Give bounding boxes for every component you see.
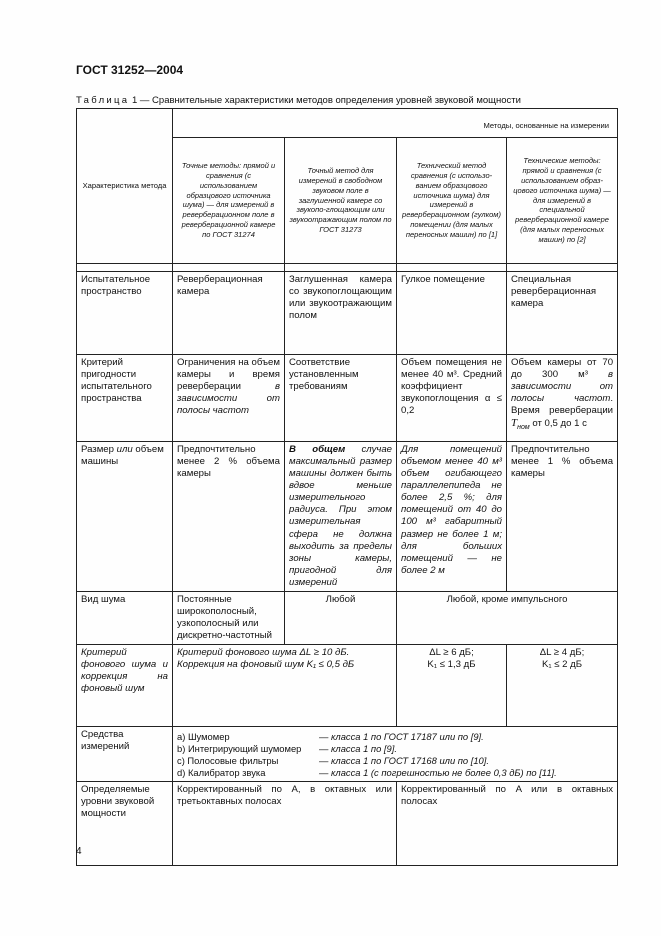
cell-noise-1: Постоянные широкополосный, узкополосный или дискретно-частотный — [173, 591, 285, 644]
cell-equipment — [173, 727, 618, 782]
cell-suitability-2: Соответствие установленным требованиям — [285, 355, 397, 442]
header-method-4: Технические методы: прямой и сравнения (с использованием образ-цового источника шума) — для измерений в специальной реверберационной камере (для малых переносных машин) по [2] — [507, 137, 618, 263]
row-equipment — [77, 727, 618, 782]
cell-suitability-1: Ограничения на объем камеры и время реверберации в зависимости от полосы частот — [173, 355, 285, 442]
row-suitability — [77, 355, 618, 442]
cell-suitability-3: Объем помещения не менее 40 м³. Средний коэффициент звукопоглощения α ≤ 0,2 — [397, 355, 507, 442]
header-characteristic: Характеристика метода — [77, 109, 173, 264]
table-header-row-1 — [77, 109, 618, 138]
label-equipment: Средства измерений — [77, 727, 173, 782]
cell-size-1: Предпочтительно менее 2 % объема камеры — [173, 442, 285, 592]
document-header: ГОСТ 31252—2004 — [76, 63, 184, 77]
cell-background-4: ΔL ≥ 4 дБ; K₁ ≤ 2 дБ — [507, 645, 618, 727]
header-method-3: Технический метод сравнения (с использо-ванием образцового источника шума) для измерений в реверберационном (гулком) помещении (для малых переносных машин) по [1] — [397, 137, 507, 263]
page-number: 4 — [76, 846, 82, 857]
equipment-item: b) Интегрирующий шумомер — класса 1 по [9]. — [177, 743, 397, 755]
header-spacer-row — [77, 264, 618, 272]
label-determined-levels: Определяемые уровни звуковой мощности — [77, 782, 173, 866]
header-method-1: Точные методы: прямой и сравнения (с использованием образцового источника шума) — для измерений в реверберационном поле в реверберационной камере по ГОСТ 31274 — [173, 137, 285, 263]
cell-size-4: Предпочтительно менее 1 % объема камеры — [507, 442, 618, 592]
label-suitability: Критерий пригодности испытательного пространства — [77, 355, 173, 442]
cell-levels-12: Корректированный по A, в октавных или третьоктавных полосах — [173, 782, 397, 866]
row-noise-type — [77, 591, 618, 644]
cell-space-1: Реверберационная камера — [173, 272, 285, 355]
cell-suitability-4: Объем камеры от 70 до 300 м³ в зависимости от полосы частот. Время реверберации $T_{ном}$ от 0,5 до 1 с — [507, 355, 618, 442]
caption-text: 1 — Сравнительные характеристики методов определения уровней звуковой мощности — [129, 95, 521, 106]
label-noise-type: Вид шума — [77, 591, 173, 644]
cell-background-12: Критерий фонового шума ΔL ≥ 10 дБ. Коррекция на фоновый шум K₁ ≤ 0,5 дБ — [173, 645, 397, 727]
header-method-2: Точный метод для измерений в свободном звуковом поле в заглушенной камере со звукопо-глощающим или звукоотражающим полом по ГОСТ 31273 — [285, 137, 397, 263]
row-background-noise — [77, 645, 618, 727]
caption-prefix: Таблица — [76, 95, 130, 106]
row-test-space — [77, 272, 618, 355]
cell-space-2: Заглушенная камера со звукопоглощающим или звукоотражающим полом — [285, 272, 397, 355]
label-test-space: Испытательное пространство — [77, 272, 173, 355]
cell-noise-34: Любой, кроме импульсного — [397, 591, 618, 644]
row-machine-size — [77, 442, 618, 592]
equipment-item: c) Полосовые фильтры — класса 1 по ГОСТ 17168 или по [10]. — [177, 754, 489, 766]
cell-levels-34: Корректированный по A или в октавных полосах — [397, 782, 618, 866]
equipment-item: a) Шумомер — класса 1 по ГОСТ 17187 или по [9]. — [177, 731, 484, 743]
row-determined-levels — [77, 782, 618, 866]
cell-space-3: Гулкое помещение — [397, 272, 507, 355]
equipment-item: d) Калибратор звука — класса 1 (с погрешностью не более 0,3 дБ) по [11]. — [177, 766, 557, 778]
cell-noise-2: Любой — [285, 591, 397, 644]
cell-size-2: В общем случае максимальный размер машины должен быть вдвое меньше измерительного радиуса. При этом измерительная сфера не должна выходить за пределы зоны камеры, пригодной для измерений — [285, 442, 397, 592]
cell-background-3: ΔL ≥ 6 дБ; K₁ ≤ 1,3 дБ — [397, 645, 507, 727]
cell-space-4: Специальная реверберационная камера — [507, 272, 618, 355]
equipment-list — [177, 731, 613, 778]
header-methods-group: Методы, основанные на измерении — [173, 109, 618, 138]
cell-size-3: Для помещений объемом менее 40 м³ объем огибающего параллелепипеда не более 2,5 %; для помещений от 40 до 100 м³ габаритный размер не более 1 м; для больших помещений — не более 2 м — [397, 442, 507, 592]
comparison-table — [76, 108, 618, 866]
label-machine-size: Размер или объем машины — [77, 442, 173, 592]
table-caption — [76, 95, 521, 106]
label-background-noise: Критерий фонового шума и коррекция на фоновый шум — [77, 645, 173, 727]
